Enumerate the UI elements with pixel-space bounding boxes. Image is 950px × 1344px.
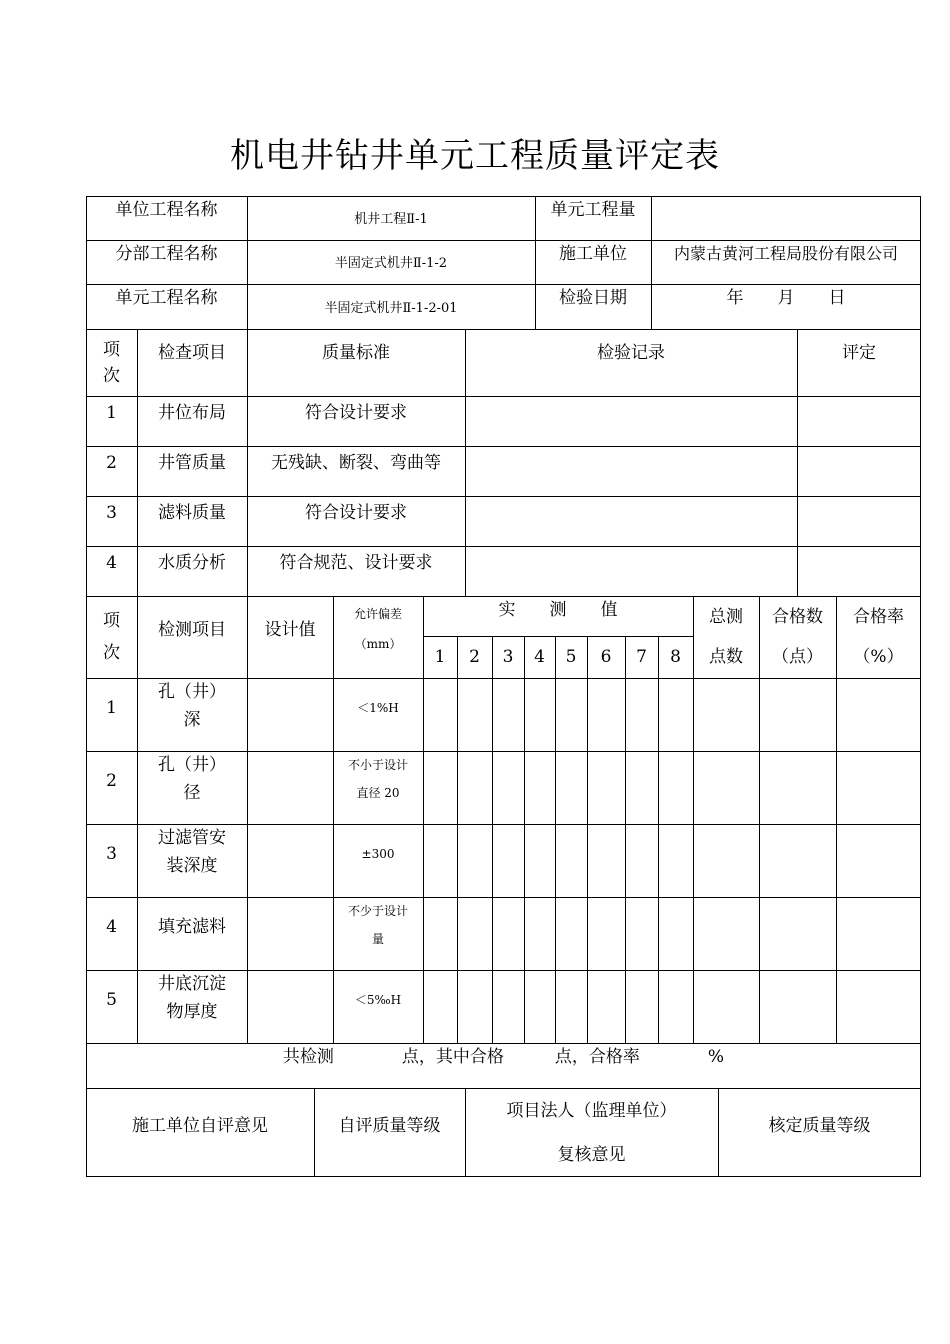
- self-opinion-label: 施工单位自评意见: [132, 1116, 268, 1136]
- measure-point-2: 2: [469, 647, 480, 667]
- tolerance-header: 允许偏差 （mm）: [353, 607, 402, 651]
- measurement-row-item: 孔（井） 径: [158, 755, 226, 803]
- review-opinion-label: 项目法人（监理单位） 复核意见: [506, 1100, 677, 1165]
- division-label: 分部工程名称: [115, 244, 218, 264]
- inspection-record-header: 检验记录: [597, 343, 665, 363]
- measure-point-7: 7: [636, 647, 647, 667]
- measure-point-6: 6: [600, 647, 612, 667]
- inspection-row-standard: 符合设计要求: [305, 503, 407, 523]
- inspection-item-header: 检查项目: [158, 343, 226, 363]
- inspection-row-standard: 无残缺、断裂、弯曲等: [271, 453, 441, 473]
- contractor-value: 内蒙古黄河工程局股份有限公司: [673, 244, 898, 263]
- self-grade-label: 自评质量等级: [338, 1116, 441, 1136]
- measurement-row-no: 5: [106, 990, 117, 1010]
- inspection-date-value: 年 月 日: [726, 288, 846, 308]
- measurement-row-item: 填充滤料: [158, 917, 226, 937]
- final-grade-label: 核定质量等级: [768, 1116, 871, 1136]
- measurement-row-tolerance: ＜5‰H: [354, 993, 402, 1007]
- summary-line: 共检测 点，其中合格 点，合格率 %: [282, 1047, 725, 1067]
- measure-point-4: 4: [534, 647, 545, 667]
- design-value-header: 设计值: [264, 620, 316, 640]
- measure-point-5: 5: [565, 647, 577, 667]
- measurement-index-header: 项 次: [103, 611, 120, 663]
- inspection-row-standard: 符合设计要求: [305, 403, 407, 423]
- inspection-row-no: 2: [106, 453, 117, 473]
- inspection-row-item: 井位布局: [158, 403, 226, 423]
- inspection-index-header: 项 次: [103, 339, 120, 386]
- contractor-label: 施工单位: [559, 244, 627, 264]
- unit-quantity-label: 单元工程量: [550, 200, 636, 220]
- measure-point-8: 8: [670, 647, 681, 667]
- measurement-row-no: 1: [106, 698, 117, 718]
- measurement-item-header: 检测项目: [158, 620, 226, 640]
- inspection-standard-header: 质量标准: [322, 343, 390, 363]
- measurement-row-no: 4: [106, 917, 117, 937]
- measurement-row-tolerance: ＜1%H: [357, 701, 399, 715]
- measurement-row-no: 3: [106, 844, 117, 864]
- division-value: 半固定式机井Ⅱ-1-2: [334, 256, 448, 271]
- inspection-row-standard: 符合规范、设计要求: [279, 553, 433, 573]
- unit-quantity-value: [651, 196, 921, 240]
- inspection-date-label: 检验日期: [559, 288, 627, 308]
- inspection-row-item: 水质分析: [158, 553, 226, 573]
- measure-point-1: 1: [434, 647, 446, 667]
- inspection-row-no: 4: [106, 553, 117, 573]
- measurement-row-tolerance: 不少于设计 量: [347, 904, 408, 946]
- inspection-rating-header: 评定: [842, 343, 876, 363]
- evaluation-table: [86, 196, 921, 1177]
- measurement-row-tolerance: ±300: [361, 847, 395, 861]
- inspection-row-no: 1: [106, 403, 117, 423]
- total-points-header: 总测 点数: [709, 607, 743, 667]
- measurement-row-item: 过滤管安 装深度: [158, 828, 226, 876]
- element-label: 单元工程名称: [115, 288, 218, 308]
- measure-point-3: 3: [502, 647, 514, 667]
- measurement-row-tolerance: 不小于设计 直径 20: [347, 758, 408, 800]
- measurement-row-item: 井底沉淀 物厚度: [158, 974, 226, 1022]
- inspection-row-no: 3: [106, 503, 117, 523]
- measurement-row-no: 2: [106, 771, 117, 791]
- pass-rate-header: 合格率 （%）: [853, 607, 904, 667]
- unit-project-value: 机井工程Ⅱ-1: [354, 212, 428, 227]
- measurement-row-item: 孔（井） 深: [158, 682, 226, 730]
- unit-project-label: 单位工程名称: [115, 200, 218, 220]
- element-value: 半固定式机井Ⅱ-1-2-01: [324, 301, 458, 316]
- form-title: 机电井钻井单元工程质量评定表: [230, 136, 720, 176]
- measured-values-header: 实 测 值: [498, 600, 618, 620]
- pass-count-header: 合格数 （点）: [772, 607, 823, 667]
- inspection-row-item: 滤料质量: [158, 503, 226, 523]
- inspection-row-item: 井管质量: [158, 453, 226, 473]
